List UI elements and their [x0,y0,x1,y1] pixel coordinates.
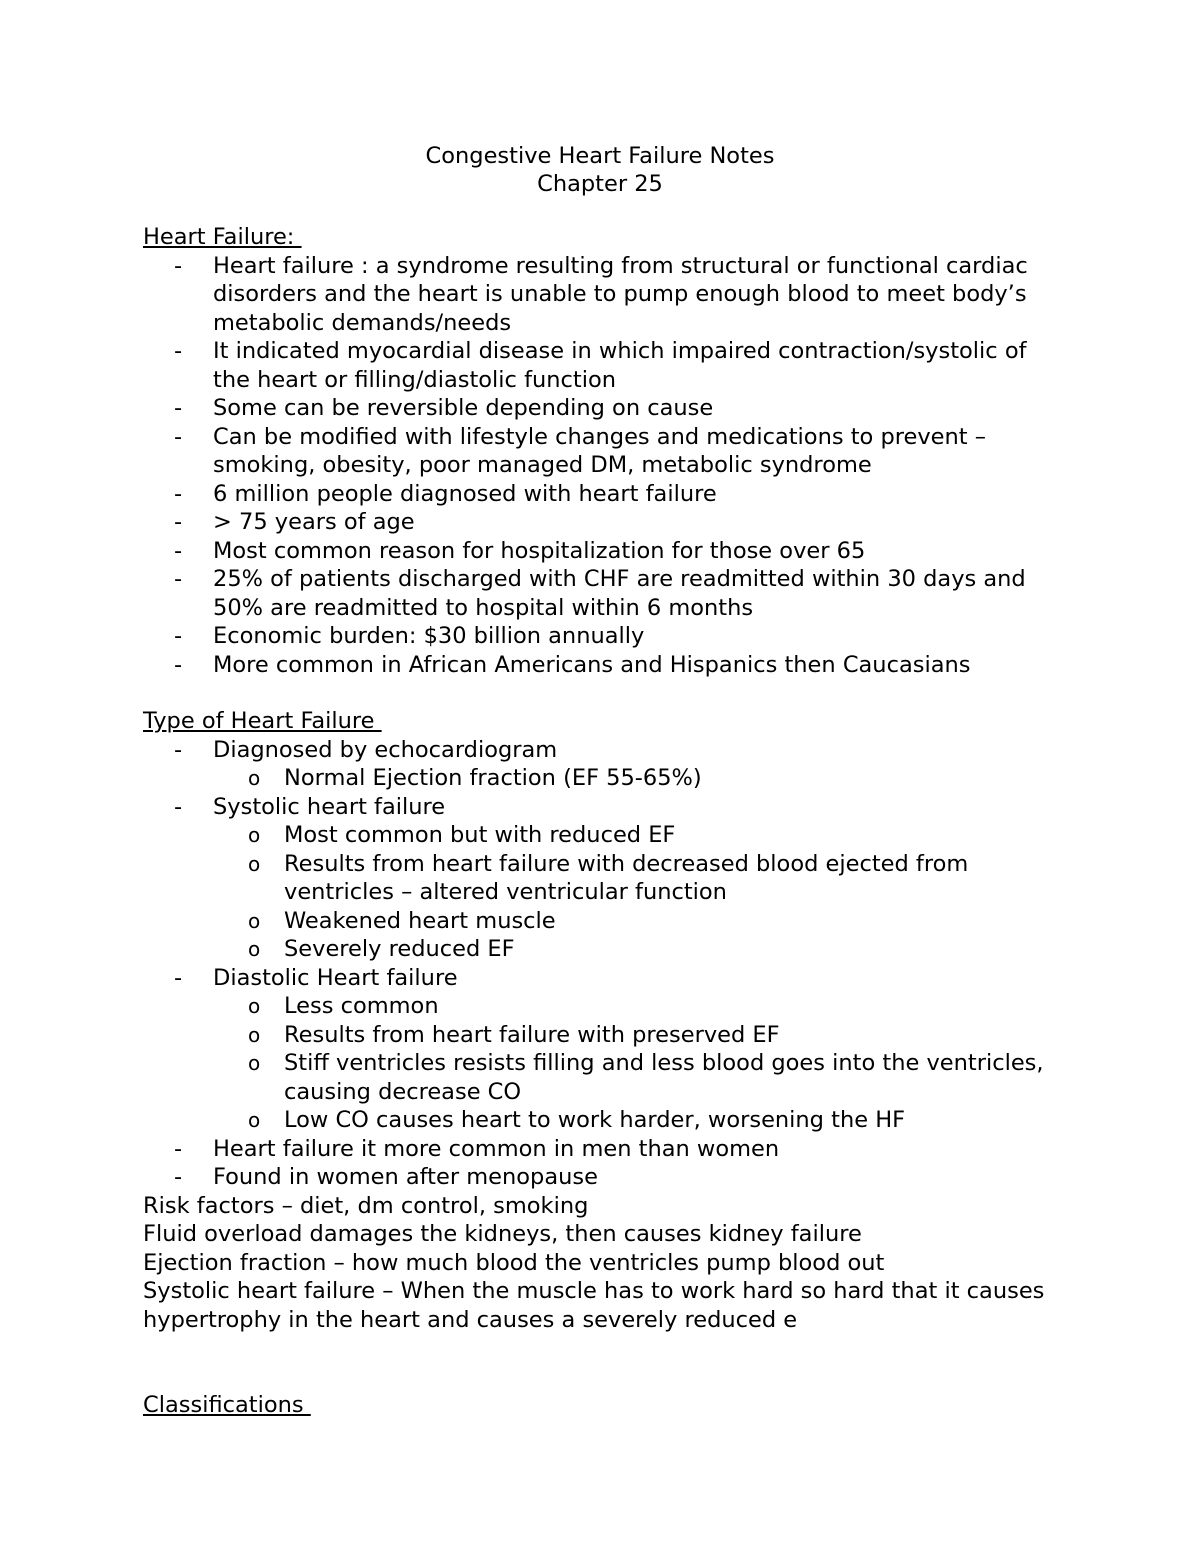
heart-failure-list [143,252,1063,680]
spacer [143,679,1063,707]
document-subtitle: Chapter 25 [537,171,663,197]
dash-bullet: - [174,1164,183,1190]
sub-list-item: o Less common [143,992,1063,1021]
list-item: - Diagnosed by echocardiogram [143,736,1063,765]
paragraph: Fluid overload damages the kidneys, then causes kidney failure [143,1221,862,1247]
list-item: - Some can be reversible depending on cause [143,394,1063,423]
paragraph: Ejection fraction – how much blood the ventricles pump blood out [143,1249,885,1276]
spacer [143,1334,1063,1391]
sub-list-item: o Low CO causes heart to work harder, worsening the HF [143,1106,1063,1135]
dash-bullet: - [174,509,183,535]
dash-bullet: - [174,423,183,450]
list-item: - Economic burden: $30 billion annually [143,622,1063,651]
dash-bullet: - [174,1135,183,1162]
dash-bullet: - [174,252,183,279]
list-item: - Systolic heart failure [143,793,1063,822]
paragraph: Risk factors – diet, dm control, smoking [143,1192,589,1219]
dash-bullet: - [174,480,183,507]
list-item: - 6 million people diagnosed with heart failure [143,480,1063,509]
dash-bullet: - [174,395,183,421]
circle-bullet: o [248,1022,261,1047]
dash-bullet: - [174,338,183,364]
dash-bullet: - [174,793,183,820]
section-heading-classifications: Classifications [143,1392,311,1418]
list-item: - Most common reason for hospitalization for those over 65 [143,537,1063,566]
sub-list-item: o Results from heart failure with decreased blood ejected from ventricles – altered ventricular function [143,850,1063,907]
sub-list-item: o Weakened heart muscle [143,907,1063,936]
list-item: - Found in women after menopause [143,1163,1063,1192]
title-block [0,142,1200,198]
list-item: - Heart failure : a syndrome resulting from structural or functional cardiac disorders and the heart is unable to pump enough blood to meet body’s metabolic demands/needs [143,252,1063,338]
paragraph: Systolic heart failure – When the muscle has to work hard so hard that it causes hypertrophy in the heart and causes a severely reduced e [143,1278,1045,1333]
list-item: - More common in African Americans and Hispanics then Caucasians [143,651,1063,680]
dash-bullet: - [174,623,183,649]
sub-list-item: o Severely reduced EF [143,935,1063,964]
dash-bullet: - [174,537,183,564]
list-item: - Can be modified with lifestyle changes and medications to prevent – smoking, obesity, poor managed DM, metabolic syndrome [143,423,1063,480]
circle-bullet: o [248,823,261,847]
circle-bullet: o [248,937,261,961]
section-heading-types: Type of Heart Failure [143,708,382,734]
circle-bullet: o [248,1108,261,1132]
document-body [143,223,1063,1420]
list-item: - 25% of patients discharged with CHF are readmitted within 30 days and 50% are readmitted to hospital within 6 months [143,565,1063,622]
circle-bullet: o [248,766,261,790]
list-item: - Heart failure it more common in men than women [143,1135,1063,1164]
sub-list-item: o Stiff ventricles resists filling and less blood goes into the ventricles, causing decrease CO [143,1049,1063,1106]
circle-bullet: o [248,851,261,876]
dash-bullet: - [174,566,183,592]
dash-bullet: - [174,736,183,763]
dash-bullet: - [174,964,183,991]
list-item: - It indicated myocardial disease in which impaired contraction/systolic of the heart or filling/diastolic function [143,337,1063,394]
list-item: - > 75 years of age [143,508,1063,537]
circle-bullet: o [248,908,261,933]
sub-list-item: o Most common but with reduced EF [143,821,1063,850]
types-list [143,736,1063,1192]
dash-bullet: - [174,651,183,678]
circle-bullet: o [248,1051,261,1075]
section-heading-heart-failure: Heart Failure: [143,224,302,250]
document-title: Congestive Heart Failure Notes [425,143,775,169]
sub-list-item: o Normal Ejection fraction (EF 55-65%) [143,764,1063,793]
sub-list-item: o Results from heart failure with preserved EF [143,1021,1063,1050]
list-item: - Diastolic Heart failure [143,964,1063,993]
circle-bullet: o [248,994,261,1018]
